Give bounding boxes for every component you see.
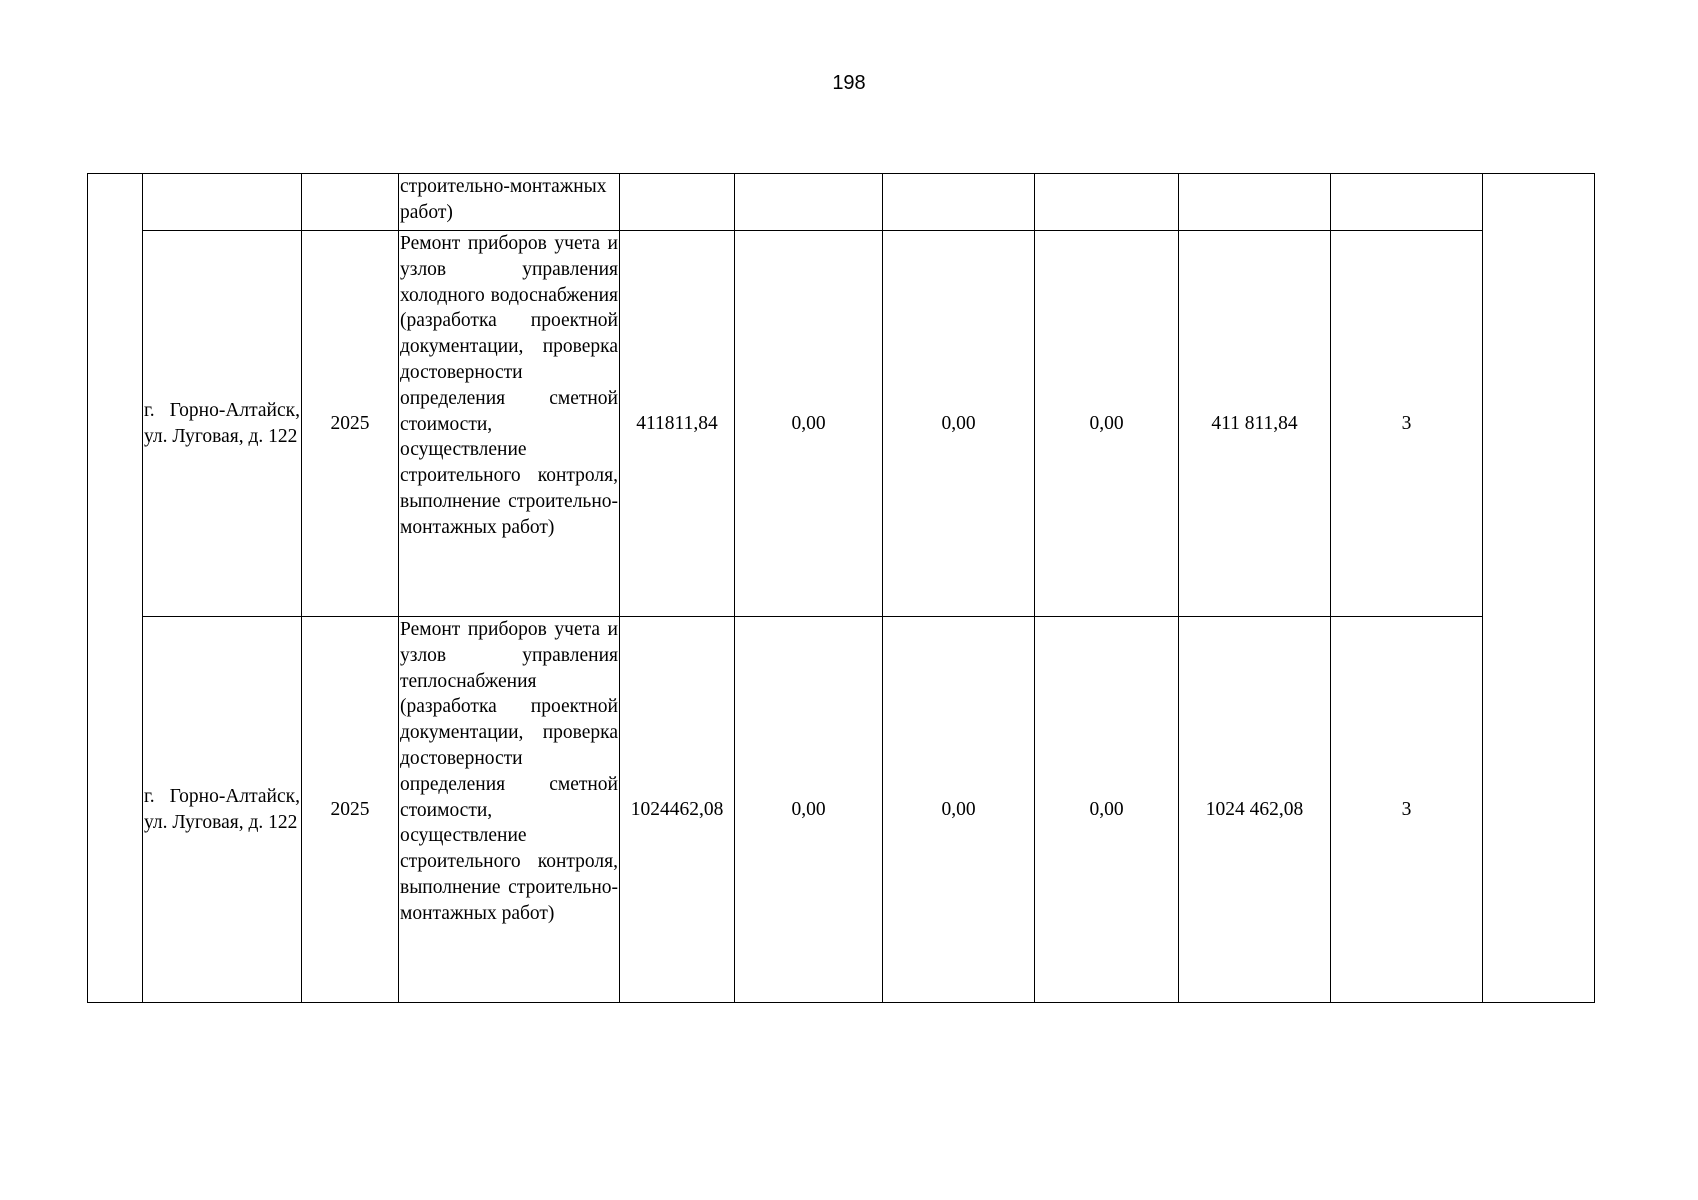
col-a-cell: 0,00 xyxy=(735,231,883,617)
address-cell: г. Горно-Алтайск, ул. Луговая, д. 122 xyxy=(143,231,302,617)
col-e-cell xyxy=(1331,174,1483,231)
last-column-cell xyxy=(1483,174,1595,1003)
col-b-cell: 0,00 xyxy=(883,617,1035,1003)
table-row xyxy=(88,231,1595,617)
col-b-cell xyxy=(883,174,1035,231)
address-cell: г. Горно-Алтайск, ул. Луговая, д. 122 xyxy=(143,617,302,1003)
col-b-cell: 0,00 xyxy=(883,231,1035,617)
year-cell xyxy=(302,174,399,231)
year-cell: 2025 xyxy=(302,617,399,1003)
table-row-continued xyxy=(88,174,1595,231)
col-a-cell xyxy=(735,174,883,231)
year-cell: 2025 xyxy=(302,231,399,617)
col-c-cell: 0,00 xyxy=(1035,231,1179,617)
total-cell: 411811,84 xyxy=(620,231,735,617)
row-number-cell xyxy=(88,174,143,1003)
col-e-cell: 3 xyxy=(1331,617,1483,1003)
address-cell xyxy=(143,174,302,231)
col-c-cell: 0,00 xyxy=(1035,617,1179,1003)
table-row xyxy=(88,617,1595,1003)
description-cell: Ремонт приборов учета и узлов управления холодного водоснабжения (разработка проектной документации, проверка достоверности определения сметной стоимости, осуществление строительного контроля, выполнение строительно-монтажных работ) xyxy=(399,231,620,617)
col-e-cell: 3 xyxy=(1331,231,1483,617)
page-number: 198 xyxy=(832,72,866,94)
col-d-cell: 1024 462,08 xyxy=(1179,617,1331,1003)
col-d-cell: 411 811,84 xyxy=(1179,231,1331,617)
total-cell: 1024462,08 xyxy=(620,617,735,1003)
col-c-cell xyxy=(1035,174,1179,231)
total-cell xyxy=(620,174,735,231)
col-d-cell xyxy=(1179,174,1331,231)
description-cell: Ремонт приборов учета и узлов управления теплоснабжения (разработка проектной документации, проверка достоверности определения сметной стоимости, осуществление строительного контроля, выполнение строительно-монтажных работ) xyxy=(399,617,620,1003)
col-a-cell: 0,00 xyxy=(735,617,883,1003)
description-cell: строительно-монтажных работ) xyxy=(399,174,620,231)
works-table xyxy=(87,173,1595,1003)
